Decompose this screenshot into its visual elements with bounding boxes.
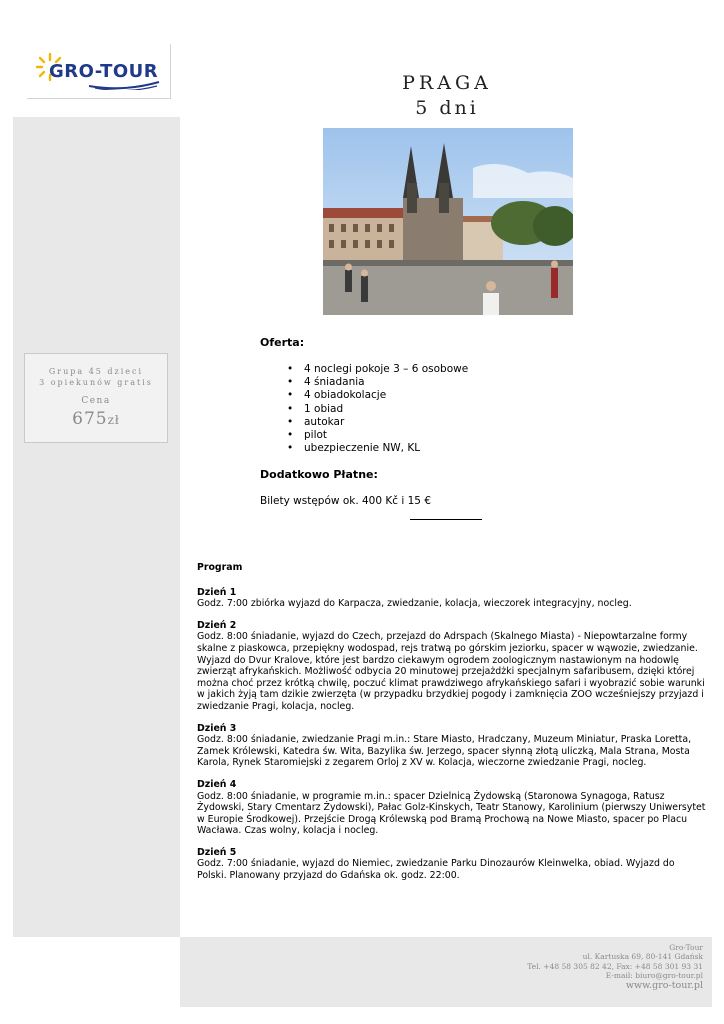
logo-swoosh-icon bbox=[87, 80, 161, 90]
day-text: Godz. 7:00 śniadanie, wyjazd do Niemiec, zwiedzanie Parku Dinozaurów Kleinwelka, obiad. Wyjazd do Polski. Planowany przyjazd do Gdańska ok. godz. 22:00. bbox=[197, 858, 675, 882]
prague-old-town-square-photo bbox=[323, 128, 573, 315]
program-heading: Program bbox=[197, 562, 243, 573]
company-logo bbox=[27, 44, 171, 99]
logo-text: GRO-TOUR bbox=[49, 61, 159, 82]
offer-heading: Oferta: bbox=[260, 336, 305, 349]
day-heading: Dzień 2 bbox=[197, 619, 237, 631]
offer-list bbox=[287, 363, 468, 455]
program-section bbox=[197, 562, 707, 892]
offer-item: • 4 obiadokolacje bbox=[287, 389, 468, 402]
day-heading: Dzień 5 bbox=[197, 846, 237, 858]
offer-item: • 4 śniadania bbox=[287, 376, 468, 389]
day-text: Godz. 8:00 śniadanie, zwiedzanie Pragi m.in.: Stare Miasto, Hradczany, Muzeum Miniatur, Praska Loretta, Zamek Królewski, Katedra św. Wita, Bazylika św. Jerzego, spacer słynną złotą uliczką, Mala Strana, Mosta Karola, Rynek Staromiejski z zegarem Orloj z XV w. Kolacja, wieczorne zwiedzanie Pragi, nocleg. bbox=[197, 734, 692, 769]
guardians-free: 3 opiekunów gratis bbox=[39, 378, 153, 387]
extra-costs-heading: Dodatkowo Płatne: bbox=[260, 468, 378, 481]
footer-phones: Tel. +48 58 305 82 42, Fax: +48 58 301 93 31 bbox=[527, 961, 703, 971]
day-text: Godz. 7:00 zbiórka wyjazd do Karpacza, zwiedzanie, kolacja, wieczorek integracyjny, nocleg. bbox=[197, 598, 632, 610]
offer-item: • 4 noclegi pokoje 3 – 6 osobowe bbox=[287, 363, 468, 376]
price-label: Cena bbox=[81, 396, 111, 406]
price-currency: zł bbox=[107, 413, 120, 427]
offer-item: • pilot bbox=[287, 429, 468, 442]
price-amount: 675 bbox=[72, 409, 108, 429]
day-heading: Dzień 4 bbox=[197, 778, 237, 790]
left-sidebar-band bbox=[13, 117, 180, 937]
divider bbox=[410, 519, 482, 520]
extra-costs-text: Bilety wstępów ok. 400 Kč i 15 € bbox=[260, 495, 432, 507]
footer-email[interactable]: E-mail: biuro@gro-tour.pl bbox=[605, 970, 703, 980]
price-box bbox=[24, 353, 168, 443]
offer-item: • 1 obiad bbox=[287, 403, 468, 416]
offer-item: • ubezpieczenie NW, KL bbox=[287, 442, 468, 455]
day-heading: Dzień 1 bbox=[197, 586, 237, 598]
price-value bbox=[25, 409, 167, 429]
footer-contact bbox=[527, 943, 703, 992]
footer-company: Gro-Tour bbox=[669, 943, 703, 952]
day-heading: Dzień 3 bbox=[197, 722, 237, 734]
page-subtitle: 5 dni bbox=[415, 97, 479, 119]
page-title: PRAGA bbox=[402, 72, 492, 94]
footer-address: ul. Kartuska 69, 80-141 Gdańsk bbox=[582, 952, 703, 962]
group-size: Grupa 45 dzieci bbox=[48, 367, 144, 376]
day-text: Godz. 8:00 śniadanie, w programie m.in.: spacer Dzielnicą Żydowską (Staronowa Synagoga, Ratusz Żydowski, Stary Cmentarz Żydowski), Pałac Golz-Kinskych, Teatr Stanowy, Karolinium (pierwszy Uniwersytet w Europie Środkowej). Przejście Drogą Królewską pod Bramą Prochową na Nowe Miasto, spacer po Placu Wacława. Czas wolny, kolacja i nocleg. bbox=[197, 790, 706, 837]
offer-item: • autokar bbox=[287, 416, 468, 429]
day-text: Godz. 8:00 śniadanie, wyjazd do Czech, przejazd do Adrspach (Skalnego Miasta) - Niepowtarzalne formy skalne z piaskowca, przepiękny wodospad, rejs tratwą po górskim jeziorku, spacer w wąwozie, zwiedzanie. Wyjazd do Dvur Kralove, które jest bardzo ciekawym ogrodem zoologicznym nastawionym na hodowlę zwierząt afrykańskich. Możliwość odbycia 20 minutowej przejażdżki specjalnym safaribusem, dzięki której można choć przez krótką chwilę, poczuć klimat prawdziwego afrykańskiego safari i wyobrazić sobie warunki w jakich żyją tam dzikie zwierzęta (w przypadku brzydkiej pogody i zamknięcia ZOO wcześniejszy przyjazd i zwiedzanie Pragi, kolacja, nocleg. bbox=[197, 631, 705, 712]
footer-website[interactable]: www.gro-tour.pl bbox=[625, 980, 703, 992]
